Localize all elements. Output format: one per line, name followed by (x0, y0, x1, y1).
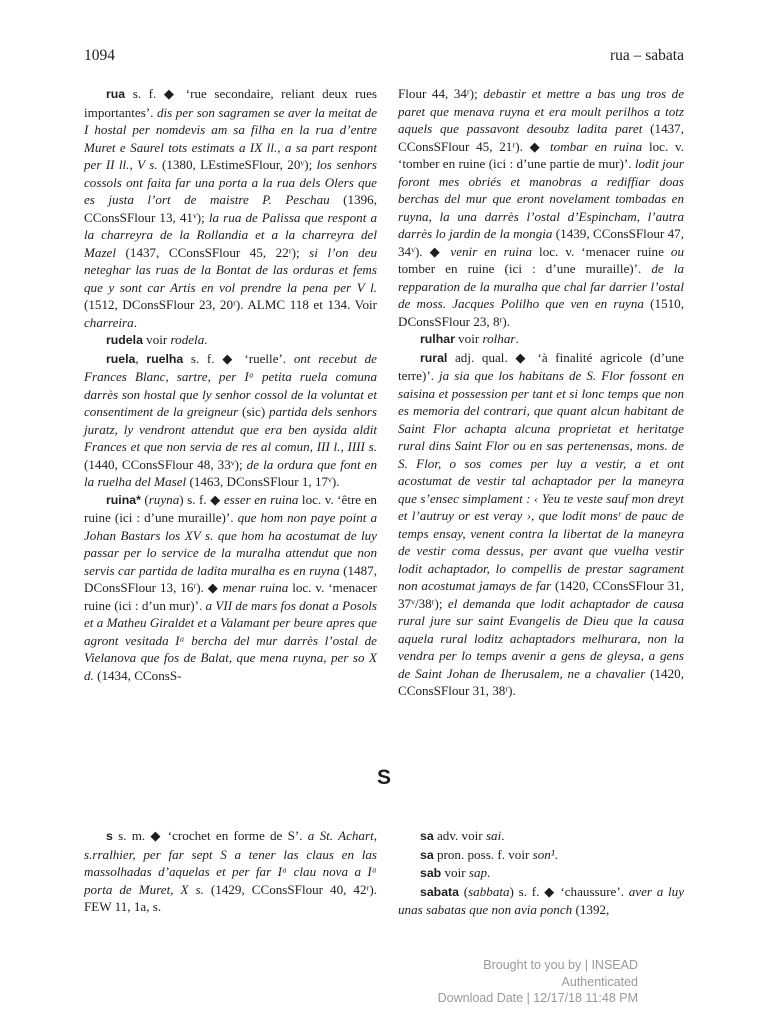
entry-rulhar: rulhar voir rolhar. (420, 331, 519, 346)
footer-brought-by: Brought to you by | INSEAD (483, 958, 638, 972)
section-letter-heading: S (376, 766, 391, 789)
left-column (84, 85, 377, 684)
footer-download-date: Download Date | 12/17/18 11:48 PM (437, 991, 638, 1005)
entry-sa-adv: sa adv. voir sai. (420, 828, 505, 843)
entry-ruela: ruela, ruelha s. f. ◆ ‘ruelle’. ont recebut de Frances Blanc, sartre, per Iᵃ petita ruela comuna darrès son hostal que ly senhor cossol de la voluntat et consentiment de la greigneur (sic) partida dels senhors juratz, ly vendront attendut que era ben aysida aldit Frances et que non servia de res al comun, III l., IIII s. (1440, CConsSFlour 48, 33ᵛ); de la ordura que font en la ruelha del Masel (1463, DConsSFlour 1, 17ᵛ). (84, 350, 378, 489)
entry-sabata: sabata (sabbata) s. f. ◆ ‘chaussure’. aver a luy unas sabatas que non avia ponch (1392, (398, 883, 685, 917)
entry-rua: rua s. f. ◆ ‘rue secondaire, reliant deux rues importantes’. dis per son sagramen se aver la meitat de I hostal per nomdevis am sa filha en la rua d’entre Muret e Saurel tots estimats a IX ll., a sa part respont per II ll., V s. (1380, LEstimeSFlour, 20ᵛ); los senhors cossols ont faita far una porta a la rua dels Olers que es justa l’ort de maistre P. Peschau (1396, CConsSFlour 13, 41ᵛ); la rua de Palissa que respont a la charreyra de la Rollandia et a la charreyra del Mazel (1437, CConsSFlour 45, 22ʳ); si l’on deu neteghar las ruas de la Bontat de las orduras et fems que y sont car Artis en vol prendre la pena per V l. (1512, DConsSFlour 23, 20ʳ). ALMC 118 et 134. Voir charreira. (84, 86, 378, 330)
footer-authenticated: Authenticated (561, 974, 638, 989)
right-column-s-section (398, 827, 684, 919)
entry-ruina: ruina* (ruyna) s. f. ◆ esser en ruina loc. v. ‘être en ruine (ici : d’une muraille)’. que hom non paye point a Johan Bastars los XV s. que hom ha acostumat de luy passar per lo service de la muralha attendut que non servis car partida de ladita muralha es en ruyna (1487, DConsSFlour 13, 16ʳ). ◆ menar ruina loc. v. ‘menacer ruine (ici : d’un mur)’. a VII de mars fos donat a Posols et a Matheu Giraldet et a Valamant per beure apres que agront vesitada Iᵃ bercha del mur darrès l’ostal de Vielanova que fos de Balat, que mena ruyna, per so X d. (1434, CConsS- (84, 491, 378, 683)
entry-sa-pron: sa pron. poss. f. voir son¹. (420, 846, 559, 862)
page-number: 1094 (84, 47, 115, 64)
access-footer (438, 957, 638, 1007)
entry-ruina-continued: Flour 44, 34ʳ); debastir et mettre a bas ung tros de paret que menava ruyna et era moult perilhos a totz aquels que passavont desoubz ladita paret (1437, CConsSFlour 45, 21ʳ). ◆ tombar en ruina loc. v. ‘tomber en ruine (ici : d’une partie de mur)’. lodit jour foront mes obriés et manobras a rediffiar doas berchas del mur que eront novelament tombadas en ruyna, la una darrès l’ostal d’Espincham, l’autra darrès lo jardin de la mongia (1439, CConsSFlour 47, 34ᵛ). ◆ venir en ruina loc. v. ‘menacer ruine ou tomber en ruine (ici : d’une muraille)’. de la repparation de la muralha que chal far darrier l’ostal de moss. Jacques Polilho que ven en ruyna (1510, DConsSFlour 23, 8ʳ). (398, 86, 685, 329)
running-head: rua – sabata (609, 47, 684, 64)
right-column (398, 85, 684, 700)
entry-rudela: rudela voir rodela. (106, 332, 208, 347)
entry-rural: rural adj. qual. ◆ ‘à finalité agricole (d’une terre)’. ja sia que los habitans de S. Flor fossont en saisina et possession per tant et si lonc temps que non es memoria del contrari, que quant alcun habitant de Saint Flor achapta alcuna proprietat et heritatge rural dins Saint Flor ou en sas pertenensas, mons. de S. Flor, o sos comes per luy a vestir, a et ont acostumat de vestir tal achaptador per la maneyra que s’ensec simplament : ‹ Yeu te veste sauf mon dreyt et l’autruy or est veray ›, que lodit monsʳ de pauc de temps ensay, venent contra la libertat de la maneyra de vestir coma dessus, per avant que vuelha vestir lodit achaptador, lo compellis de prestar sagrament non acostumat jamays de far (1420, CConsSFlour 31, 37ᵛ/38ʳ); el demanda que lodit achaptador de causa rural jure sur saint Evangelis de Dieu que la causa aquela rural loditz achaptadors melhurara, non la vendra per lo temps avenir a gens de gleysa, a gens de Saint Johan de Iherusalem, ne a chavalier (1420, CConsSFlour 31, 38ʳ). (398, 349, 685, 698)
left-column-s-section (84, 827, 377, 916)
entry-s: s s. m. ◆ ‘crochet en forme de S’. a St. Achart, s.rralhier, per far sept S a tener las claus en las massolhadas d’aquelas et per far Iᵃ clau nova a Iᵃ porta de Muret, X s. (1429, CConsSFlour 40, 42ʳ). FEW 11, 1a, s. (84, 828, 377, 914)
page-header (84, 47, 684, 71)
entry-sab: sab voir sap. (420, 865, 491, 880)
